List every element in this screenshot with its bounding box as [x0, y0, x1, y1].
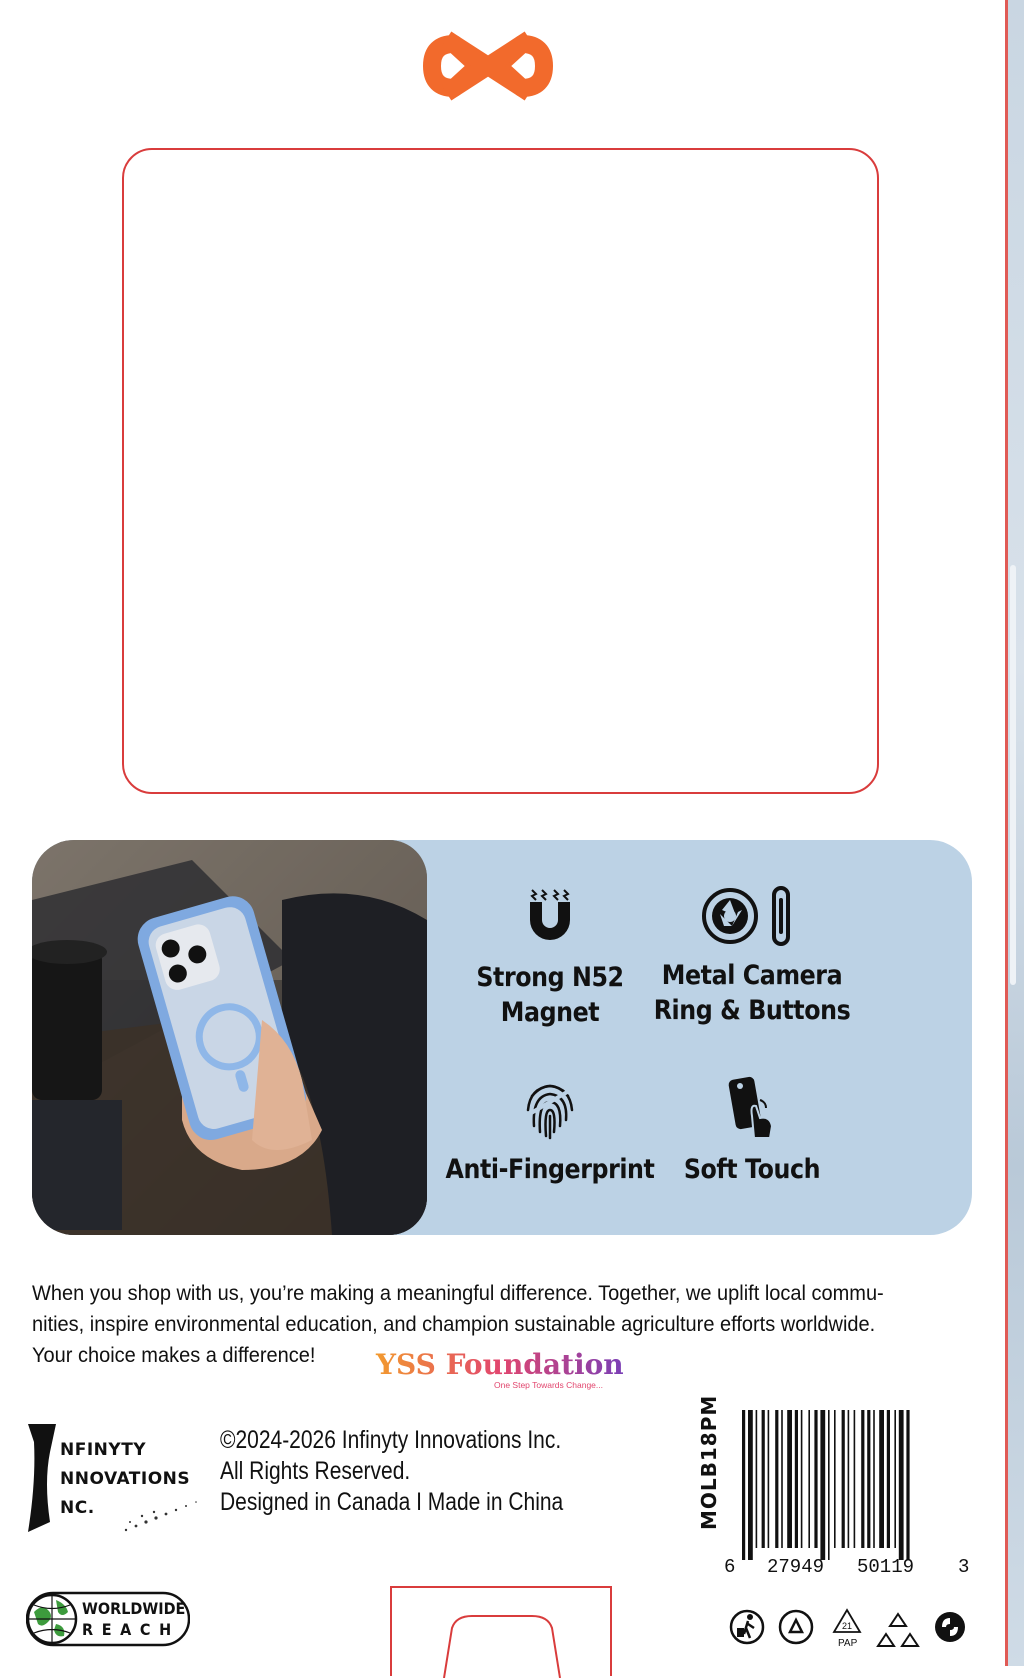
brand-logo-icon [420, 30, 556, 102]
green-dot-icon [935, 1612, 965, 1642]
svg-text:21: 21 [842, 1621, 853, 1631]
worldwide-reach-badge [26, 1590, 190, 1648]
barcode-bar [801, 1410, 803, 1548]
features-panel [32, 840, 972, 1235]
fingerprint-icon [524, 1076, 576, 1140]
hang-tab-outline [390, 1586, 612, 1676]
barcode-digits: 50119 [857, 1556, 915, 1578]
barcode-bar [848, 1410, 850, 1548]
recycle-mobius-icon [878, 1614, 918, 1646]
barcode-bar [854, 1410, 856, 1548]
barcode-bar [756, 1410, 758, 1548]
mission-line: nities, inspire environmental education, and champion sustainable agriculture efforts worldwide. [32, 1312, 876, 1336]
worldwide-line: WORLDWIDE [82, 1599, 186, 1618]
svg-text:PAP: PAP [838, 1638, 858, 1649]
barcode-bar [842, 1410, 845, 1548]
worldwide-line: R E A C H [82, 1620, 173, 1639]
feature-label: Metal Camera [661, 960, 843, 991]
yss-brand-text: YSS Foundation [376, 1348, 624, 1381]
barcode-bar [828, 1410, 830, 1560]
feature-label: Magnet [500, 997, 600, 1028]
infinyty-innovations-logo [26, 1422, 211, 1534]
barcode-bar [748, 1410, 753, 1560]
feature-fingerprint [430, 1076, 670, 1187]
feature-magnet [440, 886, 660, 1030]
camera-ring-icon [702, 886, 802, 946]
barcode-bar [894, 1410, 896, 1548]
legal-line: ©2024-2026 Infinyty Innovations Inc. [220, 1426, 562, 1454]
sku-code: MOLB18PM [697, 1394, 721, 1530]
yss-tagline: One Step Towards Change... [494, 1380, 603, 1390]
feature-soft-touch [672, 1076, 832, 1187]
barcode-bar [820, 1410, 825, 1560]
legal-line: All Rights Reserved. [220, 1457, 411, 1485]
barcode-bar [834, 1410, 836, 1548]
barcode-bar [906, 1410, 909, 1560]
pap-21-icon [834, 1610, 860, 1649]
recycle-circle-icon [780, 1611, 812, 1643]
barcode-bar [762, 1410, 765, 1548]
barcode-bar [899, 1410, 904, 1560]
barcode-bar [873, 1410, 875, 1548]
inc-logo-line: NNOVATIONS [60, 1469, 191, 1489]
eco-icons-row [728, 1604, 968, 1650]
barcode-bar [781, 1410, 783, 1548]
scrollbar-thumb[interactable] [1010, 565, 1016, 985]
legal-text [220, 1425, 563, 1518]
feature-label: Ring & Buttons [653, 995, 851, 1026]
feature-camera-ring [632, 886, 872, 1028]
barcode-digits: 27949 [767, 1556, 825, 1578]
barcode-bar [867, 1410, 870, 1548]
tidyman-icon [731, 1611, 763, 1643]
barcode-bar [775, 1410, 778, 1548]
barcode-bar [742, 1410, 745, 1560]
barcode-bar [795, 1410, 798, 1548]
barcode-bar [887, 1410, 890, 1548]
legal-line: Designed in Canada I Made in China [220, 1488, 564, 1516]
inc-logo-line: NC. [60, 1498, 95, 1518]
barcode [738, 1410, 958, 1560]
mission-line: When you shop with us, you’re making a meaningful difference. Together, we uplift local commu- [32, 1281, 884, 1305]
feature-label: Anti-Fingerprint [445, 1154, 655, 1185]
barcode-digit: 6 [724, 1556, 736, 1578]
product-photo [32, 840, 427, 1235]
magnet-icon [522, 886, 578, 946]
yss-foundation-logo [374, 1344, 624, 1396]
barcode-bar [879, 1410, 884, 1548]
package-window-cutout [122, 148, 879, 794]
soft-touch-icon [726, 1076, 778, 1140]
feature-label: Soft Touch [683, 1154, 821, 1185]
inc-logo-line: NFINYTY [60, 1440, 147, 1460]
barcode-bar [808, 1410, 810, 1548]
feature-label: Strong N52 [476, 962, 624, 993]
barcode-bar [787, 1410, 792, 1548]
mission-line: Your choice makes a difference! [32, 1343, 316, 1367]
barcode-digit: 3 [958, 1556, 970, 1578]
barcode-bar [768, 1410, 770, 1548]
barcode-bar [814, 1410, 817, 1548]
barcode-bar [861, 1410, 864, 1548]
